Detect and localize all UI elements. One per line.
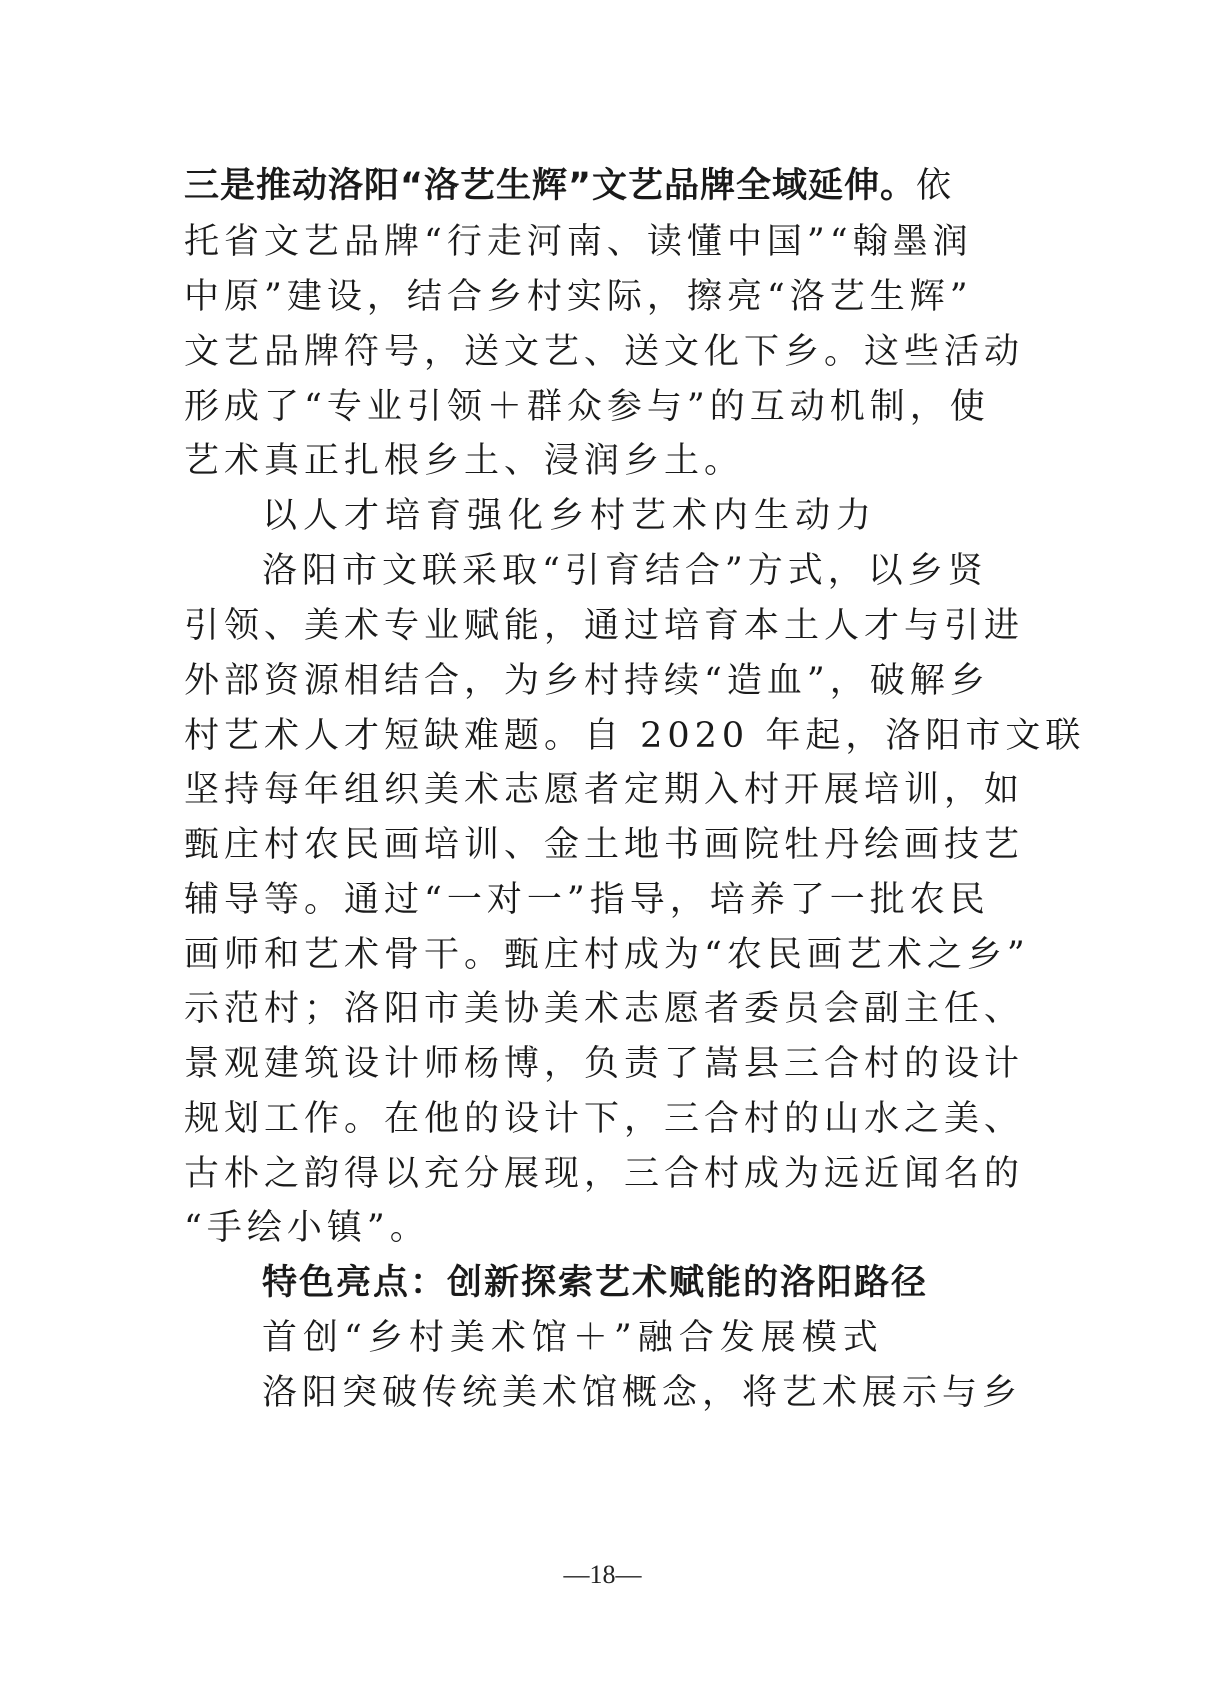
page-number: —18— xyxy=(563,1560,642,1589)
paragraph-line: 托省文艺品牌“行走河南、读懂中国”“翰墨润 xyxy=(184,222,973,262)
paragraph-line: 洛阳市文联采取“引育结合”方式，以乡贤 xyxy=(262,551,988,591)
paragraph-line: 甄庄村农民画培训、金土地书画院牡丹绘画技艺 xyxy=(184,825,1025,865)
paragraph-line: 引领、美术专业赋能，通过培育本土人才与引进 xyxy=(184,606,1025,646)
paragraph-line: 辅导等。通过“一对一”指导，培养了一批农民 xyxy=(184,880,990,920)
paragraph-line: 中原”建设，结合乡村实际，擦亮“洛艺生辉” xyxy=(184,277,973,317)
lead-sentence: 三是推动洛阳“洛艺生辉”文艺品牌全域延伸。 xyxy=(184,166,917,206)
paragraph-line: “手绘小镇”。 xyxy=(184,1208,430,1248)
paragraph-line: 古朴之韵得以充分展现，三合村成为远近闻名的 xyxy=(184,1154,1025,1194)
paragraph-line: 画师和艺术骨干。甄庄村成为“农民画艺术之乡” xyxy=(184,935,1030,975)
paragraph-line: 外部资源相结合，为乡村持续“造血”，破解乡 xyxy=(184,661,990,701)
paragraph-line: 洛阳突破传统美术馆概念，将艺术展示与乡 xyxy=(262,1373,1023,1413)
paragraph-line: 规划工作。在他的设计下，三合村的山水之美、 xyxy=(184,1099,1025,1139)
section-subheading: 首创“乡村美术馆＋”融合发展模式 xyxy=(262,1318,884,1358)
paragraph-line: 形成了“专业引领＋群众参与”的互动机制，使 xyxy=(184,387,990,427)
paragraph-line: 示范村；洛阳市美协美术志愿者委员会副主任、 xyxy=(184,989,1025,1029)
section-heading: 特色亮点：创新探索艺术赋能的洛阳路径 xyxy=(262,1263,929,1303)
paragraph-line: 文艺品牌符号，送文艺、送文化下乡。这些活动 xyxy=(184,332,1025,372)
paragraph-line: 艺术真正扎根乡土、浸润乡土。 xyxy=(184,441,745,481)
paragraph-line: 村艺术人才短缺难题。自 2020 年起，洛阳市文联 xyxy=(184,716,1086,756)
paragraph-line: 景观建筑设计师杨博，负责了嵩县三合村的设计 xyxy=(184,1044,1025,1084)
paragraph-line: 坚持每年组织美术志愿者定期入村开展培训，如 xyxy=(184,770,1025,810)
paragraph-line: 三是推动洛阳“洛艺生辉”文艺品牌全域延伸。依 xyxy=(184,166,957,206)
section-subheading: 以人才培育强化乡村艺术内生动力 xyxy=(262,496,878,536)
